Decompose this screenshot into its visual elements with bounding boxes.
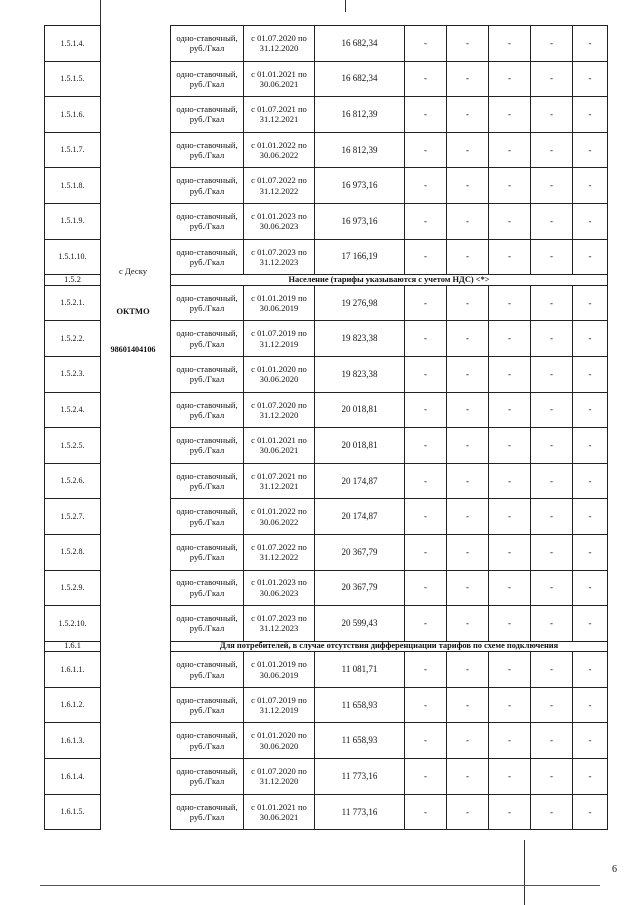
empty-cell: -	[489, 97, 531, 133]
empty-cell: -	[489, 203, 531, 239]
row-number: 1.5.2.3.	[45, 356, 101, 392]
empty-cell: -	[489, 652, 531, 688]
tariff-unit: одно-ставочный, руб./Гкал	[171, 203, 244, 239]
row-number: 1.5.1.7.	[45, 132, 101, 168]
empty-cell: -	[573, 794, 608, 830]
org-column-cell	[101, 26, 171, 62]
empty-cell: -	[531, 132, 573, 168]
empty-cell: -	[405, 26, 447, 62]
table-row	[45, 570, 608, 606]
tariff-period: с 01.01.2023 по 30.06.2023	[244, 203, 315, 239]
row-number: 1.5.2.6.	[45, 463, 101, 499]
tariff-value: 11 658,93	[315, 723, 405, 759]
org-column-cell	[101, 641, 171, 652]
empty-cell: -	[531, 168, 573, 204]
empty-cell: -	[573, 239, 608, 275]
empty-cell: -	[405, 759, 447, 795]
org-column-cell	[101, 97, 171, 133]
empty-cell: -	[531, 723, 573, 759]
tariff-period: с 01.07.2020 по 31.12.2020	[244, 26, 315, 62]
empty-cell: -	[573, 392, 608, 428]
section-number: 1.5.2	[45, 275, 101, 286]
empty-cell: -	[447, 428, 489, 464]
empty-cell: -	[405, 285, 447, 321]
row-number: 1.6.1.3.	[45, 723, 101, 759]
empty-cell: -	[489, 61, 531, 97]
empty-cell: -	[447, 285, 489, 321]
tariff-unit: одно-ставочный, руб./Гкал	[171, 97, 244, 133]
table-row	[45, 26, 608, 62]
tariff-value: 19 276,98	[315, 285, 405, 321]
empty-cell: -	[405, 499, 447, 535]
tariff-unit: одно-ставочный, руб./Гкал	[171, 499, 244, 535]
tariff-value: 19 823,38	[315, 356, 405, 392]
empty-cell: -	[405, 534, 447, 570]
tariff-period: с 01.01.2020 по 30.06.2020	[244, 356, 315, 392]
empty-cell: -	[489, 499, 531, 535]
empty-cell: -	[531, 652, 573, 688]
empty-cell: -	[447, 794, 489, 830]
empty-cell: -	[447, 723, 489, 759]
empty-cell: -	[489, 463, 531, 499]
org-column-cell	[101, 652, 171, 688]
empty-cell: -	[405, 463, 447, 499]
empty-cell: -	[573, 463, 608, 499]
tariff-unit: одно-ставочный, руб./Гкал	[171, 652, 244, 688]
table-row	[45, 534, 608, 570]
tariff-period: с 01.07.2019 по 31.12.2019	[244, 321, 315, 357]
oktmo-label: ОКТМО	[116, 306, 150, 316]
tariff-period: с 01.07.2020 по 31.12.2020	[244, 392, 315, 428]
tariff-period: с 01.07.2021 по 31.12.2021	[244, 463, 315, 499]
tariff-period: с 01.01.2022 по 30.06.2022	[244, 499, 315, 535]
empty-cell: -	[405, 61, 447, 97]
oktmo-code: 98601404106	[110, 345, 156, 354]
empty-cell: -	[573, 203, 608, 239]
empty-cell: -	[489, 132, 531, 168]
org-column-cell	[101, 606, 171, 642]
row-number: 1.6.1.2.	[45, 687, 101, 723]
tariff-value: 17 166,19	[315, 239, 405, 275]
empty-cell: -	[573, 356, 608, 392]
tariff-unit: одно-ставочный, руб./Гкал	[171, 61, 244, 97]
empty-cell: -	[531, 239, 573, 275]
empty-cell: -	[447, 132, 489, 168]
org-column-cell	[101, 794, 171, 830]
row-number: 1.5.1.6.	[45, 97, 101, 133]
tariff-value: 16 682,34	[315, 61, 405, 97]
tariff-value: 20 018,81	[315, 428, 405, 464]
tariff-value: 11 658,93	[315, 687, 405, 723]
empty-cell: -	[405, 428, 447, 464]
tariff-period: с 01.01.2023 по 30.06.2023	[244, 570, 315, 606]
tariff-unit: одно-ставочный, руб./Гкал	[171, 428, 244, 464]
empty-cell: -	[489, 759, 531, 795]
empty-cell: -	[573, 499, 608, 535]
tariff-period: с 01.01.2021 по 30.06.2021	[244, 428, 315, 464]
org-column-cell	[101, 463, 171, 499]
empty-cell: -	[531, 26, 573, 62]
empty-cell: -	[405, 570, 447, 606]
tariff-value: 16 973,16	[315, 203, 405, 239]
empty-cell: -	[489, 534, 531, 570]
tariff-value: 20 367,79	[315, 570, 405, 606]
scan-line	[100, 0, 101, 25]
tariff-period: с 01.07.2022 по 31.12.2022	[244, 534, 315, 570]
org-column-cell	[101, 499, 171, 535]
row-number: 1.5.1.8.	[45, 168, 101, 204]
empty-cell: -	[531, 759, 573, 795]
org-column-cell	[101, 356, 171, 392]
empty-cell: -	[573, 285, 608, 321]
tariff-table	[44, 25, 608, 830]
empty-cell: -	[531, 570, 573, 606]
tariff-unit: одно-ставочный, руб./Гкал	[171, 132, 244, 168]
table-row	[45, 652, 608, 688]
empty-cell: -	[447, 463, 489, 499]
page-number: 6	[612, 864, 617, 875]
tariff-value: 20 174,87	[315, 499, 405, 535]
table-row	[45, 687, 608, 723]
row-number: 1.5.2.4.	[45, 392, 101, 428]
section-title: Население (тарифы указываются с учетом НДС) <*>	[171, 275, 608, 286]
scan-line	[524, 840, 525, 905]
tariff-period: с 01.01.2019 по 30.06.2019	[244, 285, 315, 321]
tariff-value: 19 823,38	[315, 321, 405, 357]
tariff-table-body	[45, 26, 608, 830]
empty-cell: -	[573, 168, 608, 204]
empty-cell: -	[405, 794, 447, 830]
empty-cell: -	[405, 239, 447, 275]
tariff-unit: одно-ставочный, руб./Гкал	[171, 321, 244, 357]
empty-cell: -	[531, 428, 573, 464]
tariff-period: с 01.07.2020 по 31.12.2020	[244, 759, 315, 795]
tariff-period: с 01.01.2019 по 30.06.2019	[244, 652, 315, 688]
empty-cell: -	[447, 26, 489, 62]
empty-cell: -	[489, 321, 531, 357]
empty-cell: -	[447, 203, 489, 239]
table-row	[45, 97, 608, 133]
empty-cell: -	[405, 321, 447, 357]
empty-cell: -	[573, 687, 608, 723]
tariff-unit: одно-ставочный, руб./Гкал	[171, 794, 244, 830]
empty-cell: -	[405, 132, 447, 168]
empty-cell: -	[405, 356, 447, 392]
row-number: 1.5.2.7.	[45, 499, 101, 535]
empty-cell: -	[573, 61, 608, 97]
empty-cell: -	[531, 463, 573, 499]
empty-cell: -	[531, 534, 573, 570]
empty-cell: -	[531, 321, 573, 357]
empty-cell: -	[489, 606, 531, 642]
tariff-period: с 01.01.2020 по 30.06.2020	[244, 723, 315, 759]
org-column-cell	[101, 168, 171, 204]
empty-cell: -	[573, 652, 608, 688]
empty-cell: -	[405, 392, 447, 428]
empty-cell: -	[447, 61, 489, 97]
row-number: 1.5.1.9.	[45, 203, 101, 239]
empty-cell: -	[447, 239, 489, 275]
tariff-period: с 01.07.2022 по 31.12.2022	[244, 168, 315, 204]
table-row	[45, 132, 608, 168]
empty-cell: -	[573, 606, 608, 642]
empty-cell: -	[531, 97, 573, 133]
empty-cell: -	[447, 687, 489, 723]
row-number: 1.5.1.4.	[45, 26, 101, 62]
org-column-cell	[101, 570, 171, 606]
section-row	[45, 641, 608, 652]
empty-cell: -	[531, 794, 573, 830]
tariff-period: с 01.07.2023 по 31.12.2023	[244, 239, 315, 275]
tariff-value: 20 174,87	[315, 463, 405, 499]
empty-cell: -	[447, 168, 489, 204]
section-number: 1.6.1	[45, 641, 101, 652]
tariff-period: с 01.01.2021 по 30.06.2021	[244, 794, 315, 830]
tariff-period: с 01.07.2021 по 31.12.2021	[244, 97, 315, 133]
empty-cell: -	[573, 97, 608, 133]
tariff-unit: одно-ставочный, руб./Гкал	[171, 26, 244, 62]
empty-cell: -	[489, 392, 531, 428]
empty-cell: -	[573, 132, 608, 168]
tariff-unit: одно-ставочный, руб./Гкал	[171, 239, 244, 275]
org-column-cell	[101, 534, 171, 570]
empty-cell: -	[489, 723, 531, 759]
empty-cell: -	[531, 687, 573, 723]
tariff-value: 11 773,16	[315, 794, 405, 830]
tariff-value: 16 812,39	[315, 97, 405, 133]
table-row	[45, 794, 608, 830]
tariff-unit: одно-ставочный, руб./Гкал	[171, 606, 244, 642]
org-column-cell	[101, 61, 171, 97]
empty-cell: -	[447, 356, 489, 392]
table-row	[45, 428, 608, 464]
empty-cell: -	[531, 392, 573, 428]
scan-line	[40, 885, 600, 886]
empty-cell: -	[405, 203, 447, 239]
tariff-period: с 01.01.2021 по 30.06.2021	[244, 61, 315, 97]
table-row	[45, 61, 608, 97]
tariff-unit: одно-ставочный, руб./Гкал	[171, 168, 244, 204]
section-row	[45, 275, 608, 286]
org-column-cell	[101, 759, 171, 795]
tariff-unit: одно-ставочный, руб./Гкал	[171, 723, 244, 759]
empty-cell: -	[447, 321, 489, 357]
empty-cell: -	[489, 794, 531, 830]
row-number: 1.5.1.10.	[45, 239, 101, 275]
empty-cell: -	[573, 26, 608, 62]
empty-cell: -	[489, 239, 531, 275]
tariff-value: 16 973,16	[315, 168, 405, 204]
empty-cell: -	[405, 606, 447, 642]
empty-cell: -	[447, 499, 489, 535]
tariff-period: с 01.01.2022 по 30.06.2022	[244, 132, 315, 168]
tariff-unit: одно-ставочный, руб./Гкал	[171, 392, 244, 428]
section-title: Для потребителей, в случае отсутствия дифференциации тарифов по схеме подключения	[171, 641, 608, 652]
row-number: 1.5.1.5.	[45, 61, 101, 97]
row-number: 1.6.1.4.	[45, 759, 101, 795]
tariff-value: 20 018,81	[315, 392, 405, 428]
tariff-unit: одно-ставочный, руб./Гкал	[171, 570, 244, 606]
table-row	[45, 356, 608, 392]
empty-cell: -	[489, 285, 531, 321]
org-column-cell	[101, 275, 171, 286]
table-row	[45, 203, 608, 239]
empty-cell: -	[531, 356, 573, 392]
empty-cell: -	[489, 428, 531, 464]
org-column-cell	[101, 132, 171, 168]
empty-cell: -	[531, 285, 573, 321]
empty-cell: -	[447, 570, 489, 606]
tariff-unit: одно-ставочный, руб./Гкал	[171, 463, 244, 499]
empty-cell: -	[573, 570, 608, 606]
empty-cell: -	[489, 168, 531, 204]
empty-cell: -	[447, 606, 489, 642]
tariff-value: 16 682,34	[315, 26, 405, 62]
empty-cell: -	[405, 723, 447, 759]
tariff-value: 16 812,39	[315, 132, 405, 168]
tariff-value: 20 599,43	[315, 606, 405, 642]
table-row	[45, 463, 608, 499]
tariff-value: 11 081,71	[315, 652, 405, 688]
tariff-value: 11 773,16	[315, 759, 405, 795]
table-row	[45, 168, 608, 204]
row-number: 1.6.1.5.	[45, 794, 101, 830]
empty-cell: -	[447, 759, 489, 795]
empty-cell: -	[489, 687, 531, 723]
empty-cell: -	[405, 687, 447, 723]
org-column-cell	[101, 203, 171, 239]
empty-cell: -	[489, 570, 531, 606]
tariff-unit: одно-ставочный, руб./Гкал	[171, 356, 244, 392]
org-column-cell	[101, 428, 171, 464]
tariff-unit: одно-ставочный, руб./Гкал	[171, 534, 244, 570]
table-row	[45, 759, 608, 795]
tariff-period: с 01.07.2019 по 31.12.2019	[244, 687, 315, 723]
empty-cell: -	[489, 26, 531, 62]
empty-cell: -	[405, 97, 447, 133]
table-row	[45, 723, 608, 759]
empty-cell: -	[573, 321, 608, 357]
empty-cell: -	[447, 392, 489, 428]
empty-cell: -	[405, 652, 447, 688]
row-number: 1.5.2.2.	[45, 321, 101, 357]
table-row	[45, 499, 608, 535]
org-name: с Деску	[118, 266, 148, 276]
empty-cell: -	[531, 606, 573, 642]
tariff-unit: одно-ставочный, руб./Гкал	[171, 285, 244, 321]
tariff-unit: одно-ставочный, руб./Гкал	[171, 759, 244, 795]
empty-cell: -	[447, 97, 489, 133]
org-column-cell	[101, 723, 171, 759]
row-number: 1.5.2.5.	[45, 428, 101, 464]
empty-cell: -	[447, 652, 489, 688]
tariff-value: 20 367,79	[315, 534, 405, 570]
empty-cell: -	[573, 723, 608, 759]
empty-cell: -	[573, 759, 608, 795]
scan-line	[345, 0, 346, 12]
org-column-cell	[101, 687, 171, 723]
table-row	[45, 606, 608, 642]
org-column-cell	[101, 392, 171, 428]
tariff-unit: одно-ставочный, руб./Гкал	[171, 687, 244, 723]
empty-cell: -	[573, 428, 608, 464]
empty-cell: -	[573, 534, 608, 570]
row-number: 1.5.2.10.	[45, 606, 101, 642]
row-number: 1.5.2.9.	[45, 570, 101, 606]
empty-cell: -	[531, 61, 573, 97]
row-number: 1.5.2.8.	[45, 534, 101, 570]
row-number: 1.5.2.1.	[45, 285, 101, 321]
empty-cell: -	[447, 534, 489, 570]
row-number: 1.6.1.1.	[45, 652, 101, 688]
table-row	[45, 392, 608, 428]
empty-cell: -	[405, 168, 447, 204]
empty-cell: -	[489, 356, 531, 392]
empty-cell: -	[531, 203, 573, 239]
empty-cell: -	[531, 499, 573, 535]
tariff-period: с 01.07.2023 по 31.12.2023	[244, 606, 315, 642]
